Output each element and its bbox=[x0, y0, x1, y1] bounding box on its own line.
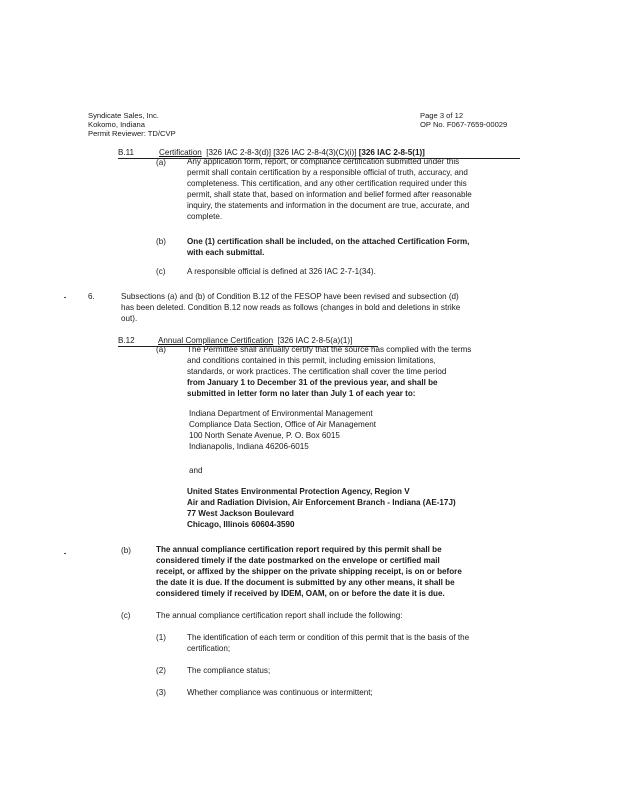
paragraph-a: Any application form, report, or compliance certification submitted under this permit shall contain certification by a responsible official of truth, accuracy, and completeness. This certification, and any other certification required under this permit, shall state that, based on information and belief formed after reasonable inquiry, the statements and information in the document are true, accurate, and complete. bbox=[187, 157, 472, 221]
para-label: (a) bbox=[156, 345, 166, 354]
paragraph-b: The annual compliance certification report required by this permit shall be considered timely if the date postmarked on the envelope or certified mail receipt, or affixed by the shipper on the private shipping receipt, is on or before the date it is due. If the document is submitted by any other means, it shall be considered timely if received by IDEM, OAM, on or before the date it is due. bbox=[156, 545, 462, 598]
header-op-number: OP No. F067-7659-00029 bbox=[420, 120, 508, 129]
para-label: (b) bbox=[121, 546, 131, 555]
para-label: (a) bbox=[156, 158, 166, 167]
list-item: The compliance status; bbox=[187, 666, 271, 675]
paragraph-c: The annual compliance certification report shall include the following: bbox=[156, 611, 403, 620]
list-item: The identification of each term or condition of this permit that is the basis of the certification; bbox=[187, 633, 470, 653]
section-number: B.12 bbox=[118, 336, 135, 345]
address-idem: Indiana Department of Environmental Management Compliance Data Section, Office of Air Management 100 North Senate Avenue, P. O. Box 6015 Indianapolis, Indiana 46206-6015 bbox=[189, 409, 377, 451]
list-item-label: (3) bbox=[156, 688, 166, 697]
header-location: Kokomo, Indiana bbox=[88, 120, 145, 129]
paragraph-a: The Permittee shall annually certify that the source has complied with the terms and conditions contained in this permit, including emission limitations, standards, or work practices. The certification shall cover the time period from January 1 to December 31 of the previous year, and shall be submitted in letter form no later than July 1 of each year to: bbox=[187, 345, 472, 398]
margin-mark bbox=[64, 553, 66, 554]
para-label: (b) bbox=[156, 237, 166, 246]
para-label: (c) bbox=[121, 611, 131, 620]
list-item: Whether compliance was continuous or intermittent; bbox=[187, 688, 373, 697]
margin-mark bbox=[64, 297, 66, 298]
list-item-label: (1) bbox=[156, 633, 166, 642]
item-number: 6. bbox=[88, 292, 95, 301]
address-epa: United States Environmental Protection Agency, Region V Air and Radiation Division, Air Enforcement Branch - Indiana (AE-17J) 77 West Jackson Boulevard Chicago, Illinois 60604-3590 bbox=[187, 487, 456, 529]
para-label: (c) bbox=[156, 267, 166, 276]
section-title: Annual Compliance Certification [326 IAC 2-8-5(a)(1)] bbox=[158, 336, 353, 345]
section-number: B.11 bbox=[118, 148, 135, 157]
paragraph-b: One (1) certification shall be included, on the attached Certification Form, with each submittal. bbox=[187, 237, 470, 257]
and-text: and bbox=[189, 466, 203, 475]
paragraph-c: A responsible official is defined at 326 IAC 2-7-1(34). bbox=[187, 267, 376, 276]
header-page-number: Page 3 of 12 bbox=[420, 111, 464, 120]
section-title: Certification [326 IAC 2-8-3(d)] [326 IAC 2-8-4(3)(C)(i)] [326 IAC 2-8-5(1)] bbox=[159, 148, 425, 157]
item-text: Subsections (a) and (b) of Condition B.12 of the FESOP have been revised and subsection (d) has been deleted. Condition B.12 now reads as follows (changes in bold and deletions in strike out). bbox=[121, 292, 461, 323]
header-company: Syndicate Sales, Inc. bbox=[88, 111, 159, 120]
header-reviewer: Permit Reviewer: TD/CVP bbox=[88, 129, 176, 138]
list-item-label: (2) bbox=[156, 666, 166, 675]
